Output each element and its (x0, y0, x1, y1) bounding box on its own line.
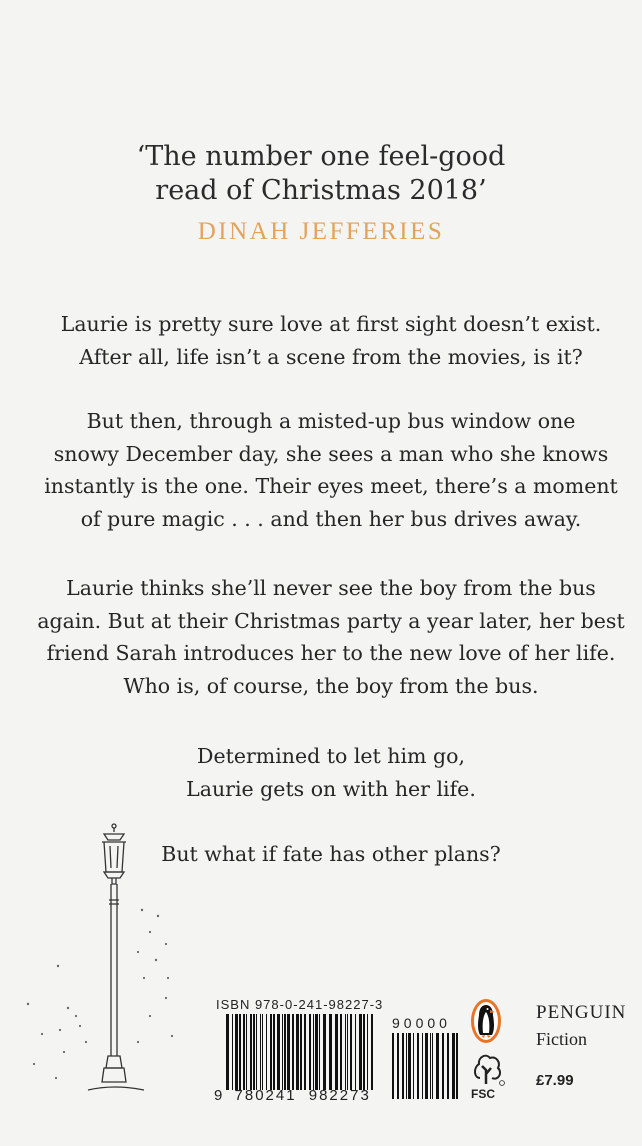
blurb-line: Who is, of course, the boy from the bus. (123, 673, 539, 698)
barcode-bar (417, 1033, 419, 1099)
publisher-name: PENGUIN (536, 1002, 627, 1023)
barcode-bar (262, 1014, 263, 1090)
addon-digits: 90000 (392, 1015, 451, 1031)
barcode-bar (277, 1014, 280, 1090)
barcode-bar (447, 1033, 449, 1099)
barcode-bar (256, 1014, 257, 1090)
price: £7.99 (536, 1072, 574, 1089)
barcode-bar (371, 1014, 373, 1090)
barcode-bar (282, 1014, 283, 1090)
barcode-bar (397, 1033, 399, 1099)
barcode-bar (408, 1033, 411, 1099)
blurb-line: friend Sarah introduces her to the new love of her life. (46, 641, 616, 665)
isbn-label: ISBN 978-0-241-98227-3 (216, 997, 384, 1012)
blurb-line: Laurie is pretty sure love at first sight doesn’t exist. (60, 312, 602, 336)
barcode-bar (270, 1014, 272, 1090)
barcode-bar (355, 1014, 356, 1090)
barcode-bar (292, 1014, 294, 1090)
blurb-line: After all, life isn’t a scene from the movies, is it? (79, 344, 583, 369)
barcode-bar (402, 1033, 404, 1099)
blurb-line: of pure magic . . . and then her bus drives away. (80, 506, 582, 531)
blurb-line: snowy December day, she sees a man who she knows (53, 441, 609, 466)
barcode-bar (300, 1014, 302, 1090)
blurb-paragraph-3 (10, 572, 642, 702)
barcode-bar (413, 1033, 414, 1099)
barcode-bar (436, 1033, 439, 1099)
blurb-line: But what if fate has other plans? (161, 842, 501, 866)
barcode-bar (367, 1014, 368, 1090)
barcode-bar (456, 1033, 458, 1099)
addon-barcode (392, 1033, 462, 1099)
blurb-paragraph-2 (10, 405, 642, 535)
barcode-bar (250, 1014, 252, 1090)
barcode-bar (287, 1014, 290, 1090)
barcode-bar (304, 1014, 306, 1090)
barcode-bar (323, 1014, 326, 1090)
barcode-bar (350, 1014, 352, 1090)
barcode-digits (214, 1087, 371, 1104)
barcode-bar (422, 1033, 423, 1099)
barcode-bar (313, 1014, 314, 1090)
blurb-line: Laurie gets on with her life. (186, 776, 476, 801)
barcode-bar (425, 1033, 428, 1099)
quote-line-1: ‘The number one feel-good (136, 141, 506, 172)
fsc-label: FSC (471, 1087, 495, 1101)
barcode-bar (253, 1014, 255, 1090)
barcode-bar (442, 1033, 444, 1099)
barcode-bar (315, 1014, 318, 1090)
barcode-bar (232, 1014, 233, 1090)
blurb-line: Determined to let him go, (197, 744, 465, 768)
barcode-bar (345, 1014, 346, 1090)
barcode-bar (309, 1014, 311, 1090)
fsc-tree-icon (470, 1048, 506, 1088)
blurb-line: Laurie thinks she’ll never see the boy from the bus (66, 576, 596, 600)
barcode-bar (406, 1033, 407, 1099)
barcode-bar (235, 1014, 238, 1090)
barcode-bar (296, 1014, 299, 1090)
barcode-digit-group: 780241 (234, 1087, 297, 1104)
barcode-bar (363, 1014, 365, 1090)
barcode-bar (452, 1033, 455, 1099)
barcode-bar (347, 1014, 348, 1090)
blurb-line: But then, through a misted-up bus window one (86, 409, 576, 433)
blurb-paragraph-4 (10, 740, 642, 805)
barcode-bar (329, 1014, 332, 1090)
barcode-bar (319, 1014, 320, 1090)
book-category: Fiction (536, 1029, 588, 1049)
barcode-bar (430, 1033, 431, 1099)
review-quote (0, 140, 642, 208)
barcode-bar (335, 1014, 338, 1090)
barcode-bar (243, 1014, 245, 1090)
blurb-line: instantly is the one. Their eyes meet, there’s a moment (44, 474, 618, 498)
blurb-paragraph-1 (10, 308, 642, 373)
quote-author: DINAH JEFFERIES (197, 218, 445, 245)
barcode-digit-group: 9 (214, 1087, 225, 1104)
barcode-bar (226, 1014, 229, 1090)
barcode-bar (260, 1014, 261, 1090)
barcode-bar (284, 1014, 286, 1090)
barcode-bar (340, 1014, 342, 1090)
barcode-bar (273, 1014, 275, 1090)
barcode-bar (266, 1014, 267, 1090)
barcode-digit-group: 982273 (308, 1087, 371, 1104)
barcode-bar (239, 1014, 241, 1090)
ean-barcode (226, 1014, 378, 1090)
quote-line-2: read of Christmas 2018’ (155, 175, 487, 206)
barcode-bar (392, 1033, 394, 1099)
barcode-bar (246, 1014, 247, 1090)
barcode-bar (359, 1014, 362, 1090)
blurb-line: again. But at their Christmas party a year later, her best (37, 608, 625, 633)
penguin-logo-icon (470, 998, 502, 1044)
barcode-bar (432, 1033, 433, 1099)
lamppost-illustration (20, 820, 200, 1110)
